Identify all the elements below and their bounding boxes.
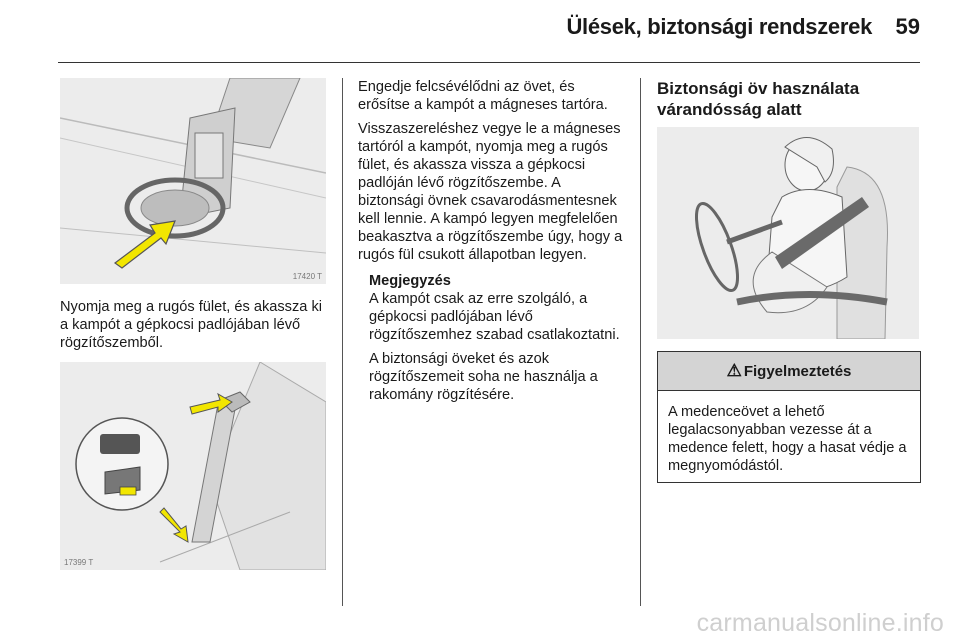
page-header-title: Ülések, biztonsági rendszerek bbox=[566, 14, 872, 39]
header-divider bbox=[58, 62, 920, 63]
figure-code: 17420 T bbox=[292, 272, 322, 281]
warning-header bbox=[658, 352, 920, 391]
paragraph-reinstall: Visszaszereléshez vegye le a mágneses tartóról a kampót, nyomja meg a rugós fület, és akassza vissza a gépkocsi padlóján lévő rögzítőszembe. A biztonsági övnek csavarodásmentesnek kell lennie. A kampó legyen megfelelően beakasztva a rögzítőszembe úgy, hogy a rugós fül csukott állapotban legyen. bbox=[358, 121, 623, 263]
figure-pregnant-driver bbox=[657, 127, 919, 339]
column-divider-1 bbox=[342, 78, 343, 606]
note-paragraph-2: A biztonsági öveket és azok rögzítőszemeit soha ne használja a rakomány rögzítésére. bbox=[369, 351, 598, 403]
figure-cargo-floor-anchor bbox=[60, 362, 326, 570]
page-number: 59 bbox=[895, 14, 920, 39]
column-2-text bbox=[358, 78, 628, 410]
paragraph-release-belt: Engedje felcsévélődni az övet, és erősítse a kampót a mágneses tartóra. bbox=[358, 79, 608, 113]
note-block bbox=[358, 270, 628, 404]
note-heading: Megjegyzés bbox=[369, 273, 451, 289]
warning-text: A medenceövet a lehető legalacsonyabban vezesse át a medence felett, hogy a hasat védje a megnyomódástól. bbox=[668, 404, 907, 474]
watermark: carmanualsonline.info bbox=[696, 609, 944, 637]
cargo-anchor-illustration bbox=[60, 362, 326, 570]
figure-belt-hook-release bbox=[60, 78, 326, 284]
belt-hook-illustration bbox=[60, 78, 326, 284]
column-divider-2 bbox=[640, 78, 641, 606]
caption-text: Nyomja meg a rugós fület, és akassza ki a kampót a gépkocsi padlójában lévő rögzítőszemből. bbox=[60, 299, 322, 351]
note-paragraph-1: A kampót csak az erre szolgáló, a gépkocsi padlójában lévő rögzítőszemhez szabad csatlakoztatni. bbox=[369, 291, 620, 343]
warning-triangle-icon: ⚠ bbox=[726, 361, 742, 380]
pregnant-driver-illustration bbox=[657, 127, 919, 339]
figure-code: 17399 T bbox=[64, 558, 94, 567]
warning-title: Figyelmeztetés bbox=[743, 362, 852, 380]
section-heading-pregnancy: Biztonsági öv használata várandósság alatt bbox=[657, 79, 860, 119]
warning-box bbox=[657, 351, 921, 483]
caption-hook-release bbox=[60, 298, 326, 358]
